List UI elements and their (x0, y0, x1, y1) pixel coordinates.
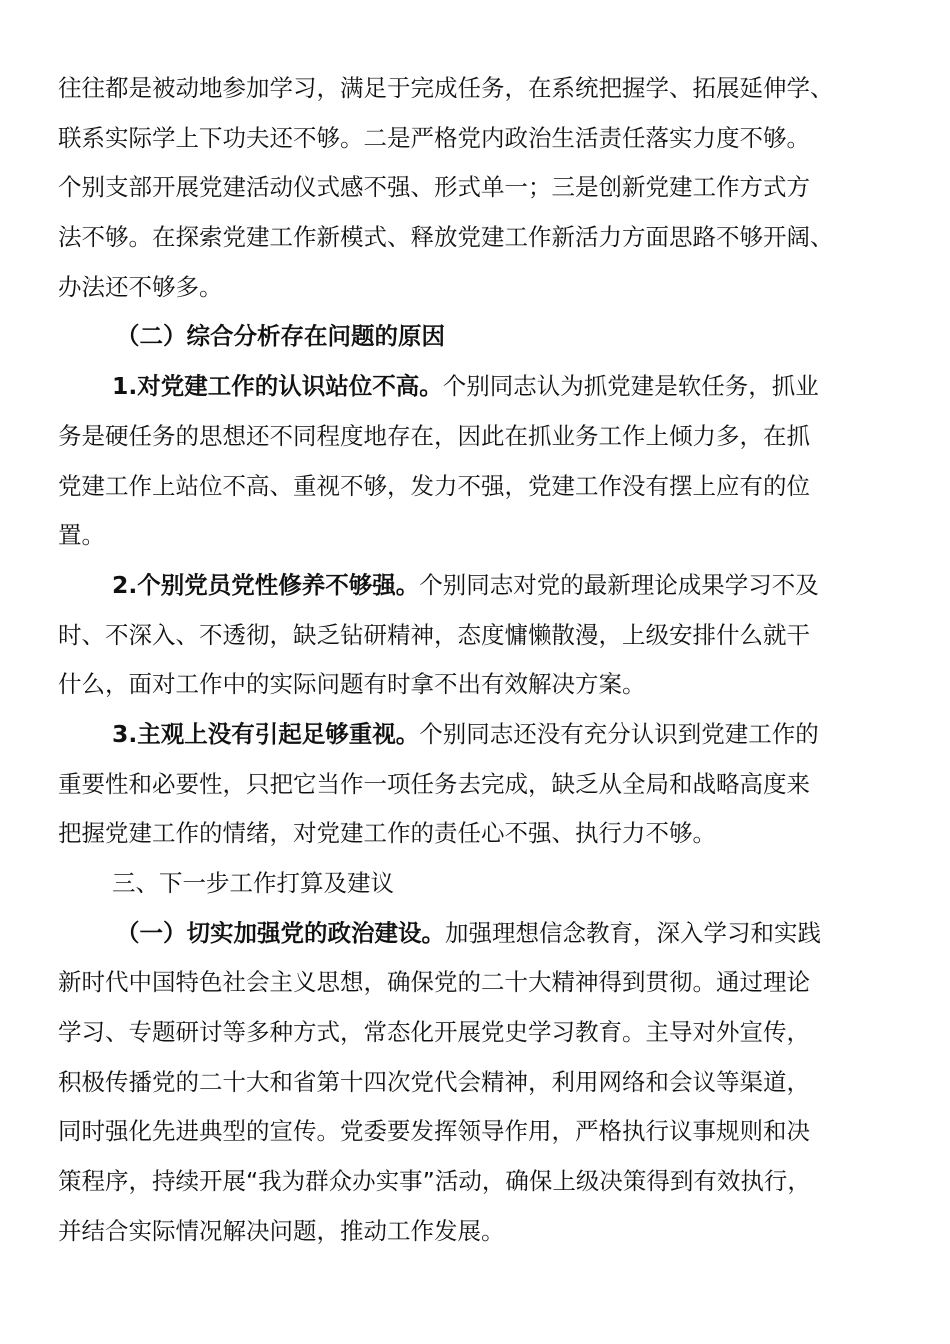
text-line: 个别支部开展党建活动仪式感不强、形式单一；三是创新党建工作方式方 (58, 173, 810, 202)
text-line: 学习、专题研讨等多种方式，常态化开展党史学习教育。主导对外宣传， (58, 1018, 810, 1047)
text-line: 务是硬任务的思想还不同程度地存在，因此在抓业务工作上倾力多，在抓 (58, 421, 810, 450)
text-line: 法不够。在探索党建工作新模式、释放党建工作新活力方面思路不够开阔、 (58, 223, 834, 252)
text-line: 党建工作上站位不高、重视不够，发力不强，党建工作没有摆上应有的位 (58, 471, 810, 500)
text-line: 把握党建工作的情绪，对党建工作的责任心不强、执行力不够。 (58, 819, 716, 848)
paragraph-start (58, 710, 898, 760)
text-line: 并结合实际情况解决问题，推动工作发展。 (58, 1216, 505, 1245)
text-line: 积极传播党的二十大和省第十四次党代会精神，利用网络和会议等渠道， (58, 1067, 810, 1096)
item-body: 个别同志对党的最新理论成果学习不及 (419, 570, 819, 599)
item-body: 加强理想信念教育，深入学习和实践 (445, 918, 821, 947)
text-line: 策程序，持续开展“我为群众办实事”活动，确保上级决策得到有效执行， (58, 1167, 811, 1196)
text-line: 办法还不够多。 (58, 272, 223, 301)
section-heading (58, 312, 898, 362)
text-line: 新时代中国特色社会主义思想，确保党的二十大精神得到贯彻。通过理论 (58, 968, 810, 997)
document-page (58, 64, 898, 1257)
text-line: 时、不深入、不透彻，缺乏钻研精神，态度慵懒散漫，上级安排什么就干 (58, 620, 810, 649)
text-line: 重要性和必要性，只把它当作一项任务去完成，缺乏从全局和战略高度来 (58, 769, 810, 798)
item-body: 个别同志认为抓党建是软任务，抓业 (442, 372, 819, 401)
heading-text: （二）综合分析存在问题的原因 (116, 322, 445, 351)
text-line: 联系实际学上下功夫还不够。二是严格党内政治生活责任落实力度不够。 (58, 123, 810, 152)
text-line: 往往都是被动地参加学习，满足于完成任务，在系统把握学、拓展延伸学、 (58, 74, 834, 102)
text-line: 同时强化先进典型的宣传。党委要发挥领导作用，严格执行议事规则和决 (58, 1117, 810, 1146)
item-heading: 2.个别党员党性修养不够强。 (112, 570, 420, 599)
section-title: 三、下一步工作打算及建议 (112, 869, 394, 897)
paragraph-start (58, 561, 898, 611)
text-line: 置。 (58, 521, 105, 550)
text-line: 什么，面对工作中的实际问题有时拿不出有效解决方案。 (58, 670, 646, 699)
item-body: 个别同志还没有充分认识到党建工作的 (419, 719, 819, 748)
paragraph-start (58, 362, 898, 412)
item-heading: 3.主观上没有引起足够重视。 (112, 719, 420, 748)
item-heading: 1.对党建工作的认识站位不高。 (112, 372, 443, 401)
paragraph-start (58, 909, 898, 959)
item-heading: （一）切实加强党的政治建设。 (116, 918, 445, 947)
